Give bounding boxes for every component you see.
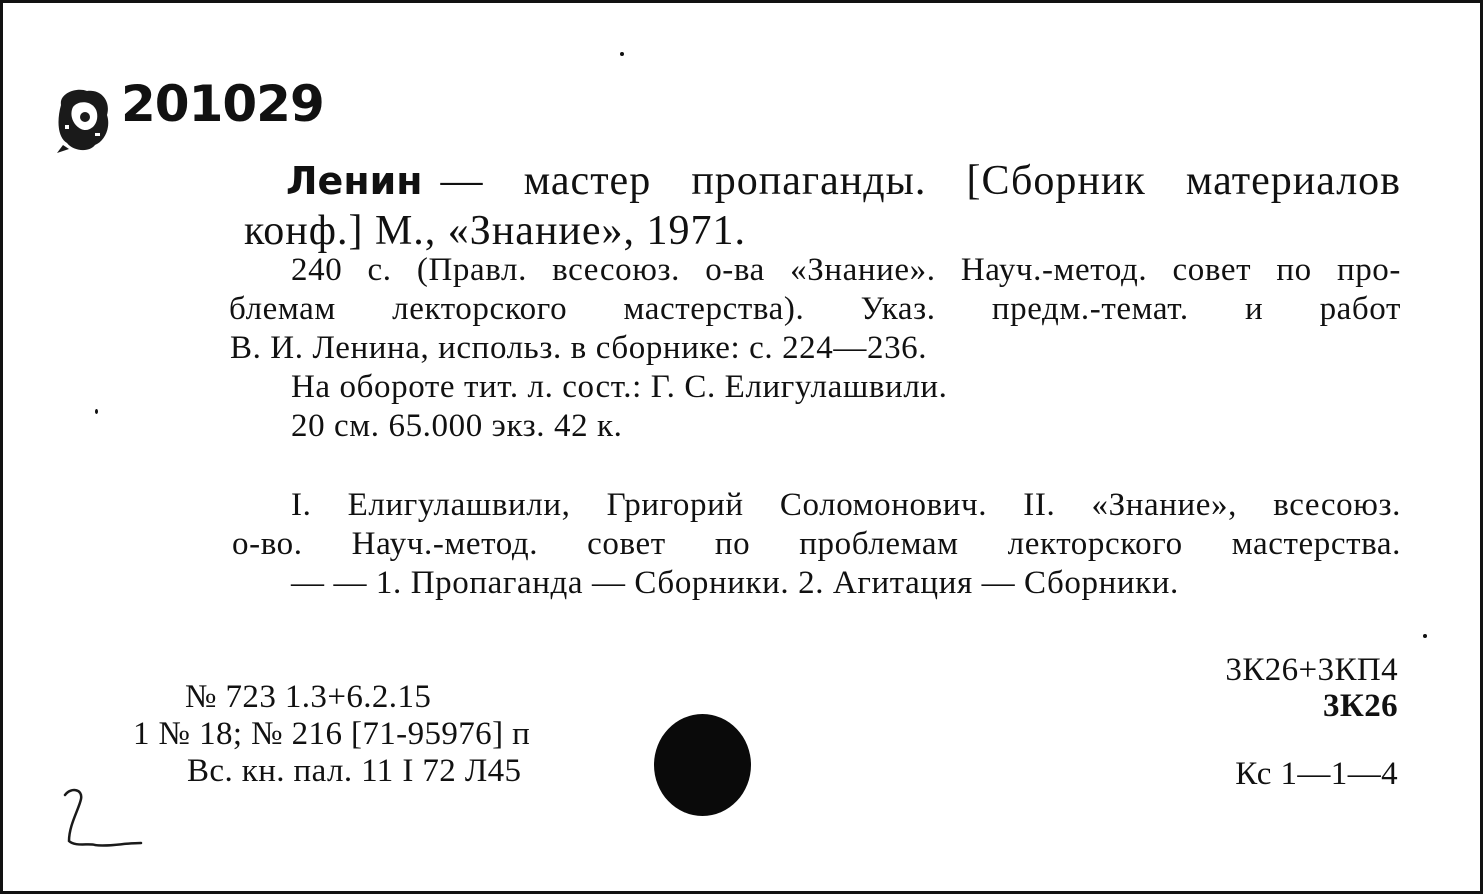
registration-line-2: 1 № 18; № 216 [71-95976] п: [133, 716, 531, 752]
library-stamp-icon: [55, 85, 113, 155]
classification-index: 3К26+3КП4: [1225, 652, 1398, 688]
speck: [95, 409, 98, 414]
registration-line-3: Вс. кн. пал. 11 I 72 Л45: [187, 753, 522, 789]
tracing-line-2: о-во. Науч.-метод. совет по проблемам лекторского мастерства.: [232, 526, 1401, 562]
description-line-2: блемам лекторского мастерства). Указ. предм.-темат. и работ: [229, 291, 1401, 327]
title-line-1: [286, 156, 1401, 206]
description-line-1: 240 с. (Правл. всесоюз. о-ва «Знание». Науч.-метод. совет по про-: [291, 252, 1401, 288]
tracing-line-3: — — 1. Пропаганда — Сборники. 2. Агитация — Сборники.: [291, 565, 1179, 601]
title-text: — мастер пропаганды. [Сборник материалов: [440, 158, 1401, 204]
registration-line-1: № 723 1.3+6.2.15: [185, 679, 432, 715]
tracing-line-1: I. Елигулашвили, Григорий Соломонович. II. «Знание», всесоюз.: [291, 487, 1401, 523]
classification-primary: 3К26: [1322, 688, 1398, 724]
title-line-2: конф.] М., «Знание», 1971.: [244, 208, 747, 254]
handwritten-numeral-2: [55, 785, 145, 855]
description-line-3: В. И. Ленина, использ. в сборнике: с. 224—236.: [230, 330, 928, 366]
author-heading: Ленин: [286, 159, 423, 203]
speck: [620, 52, 624, 56]
price-code: Кс 1—1—4: [1235, 756, 1398, 792]
punch-hole: [654, 714, 751, 816]
description-line-4: На обороте тит. л. сост.: Г. С. Елигулашвили.: [291, 369, 948, 405]
card-number: 201029: [121, 75, 324, 133]
description-line-5: 20 см. 65.000 экз. 42 к.: [291, 408, 623, 444]
speck: [1423, 634, 1427, 638]
